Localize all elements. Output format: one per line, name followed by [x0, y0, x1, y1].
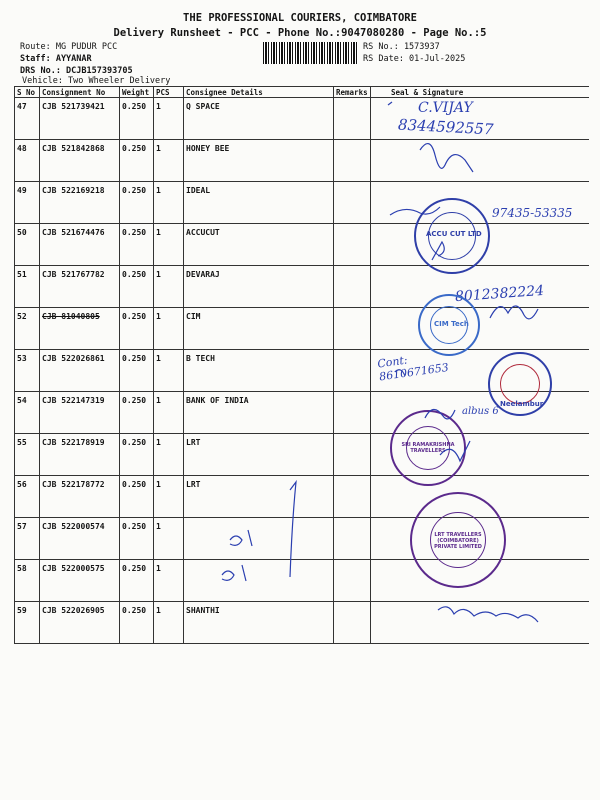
cell-sno: 50	[15, 224, 40, 266]
cell-sno: 56	[15, 476, 40, 518]
cell-consignment: CJB 522000574	[40, 518, 120, 560]
cell-weight: 0.250	[120, 518, 154, 560]
cell-weight: 0.250	[120, 140, 154, 182]
col-consignment: Consignment No	[40, 87, 120, 98]
staff-label: Staff: AYYANAR	[20, 54, 92, 64]
handwritten-name: C.VIJAY	[418, 100, 473, 116]
col-consignee: Consignee Details	[184, 87, 334, 98]
cell-consignment: CJB 521739421	[40, 98, 120, 140]
cell-pcs: 1	[154, 140, 184, 182]
cell-pcs: 1	[154, 392, 184, 434]
cell-weight: 0.250	[120, 350, 154, 392]
cell-weight: 0.250	[120, 476, 154, 518]
rs-date: RS Date: 01-Jul-2025	[363, 54, 466, 64]
cell-sno: 51	[15, 266, 40, 308]
cell-consignee: LRT	[184, 434, 334, 476]
cell-pcs: 1	[154, 518, 184, 560]
cell-weight: 0.250	[120, 308, 154, 350]
cell-pcs: 1	[154, 98, 184, 140]
lrt-stamp: LRT TRAVELLERS (COIMBATORE) PRIVATE LIMITED	[410, 492, 506, 588]
cell-sno: 59	[15, 602, 40, 644]
cell-weight: 0.250	[120, 560, 154, 602]
cell-pcs: 1	[154, 476, 184, 518]
rs-number: RS No.: 1573937	[363, 42, 440, 52]
col-seal: Seal & Signature	[371, 87, 589, 98]
cell-pcs: 1	[154, 266, 184, 308]
col-weight: Weight	[120, 87, 154, 98]
cell-pcs: 1	[154, 560, 184, 602]
cell-weight: 0.250	[120, 266, 154, 308]
cell-sno: 52	[15, 308, 40, 350]
cell-consignee: BANK OF INDIA	[184, 392, 334, 434]
cell-sno: 55	[15, 434, 40, 476]
cell-consignment: CJB 522147319	[40, 392, 120, 434]
cell-weight: 0.250	[120, 434, 154, 476]
cell-consignee: Q SPACE	[184, 98, 334, 140]
cell-weight: 0.250	[120, 602, 154, 644]
cell-weight: 0.250	[120, 224, 154, 266]
cell-consignment: CJB 521842868	[40, 140, 120, 182]
cell-consignment: CJB 522026905	[40, 602, 120, 644]
drs-label: DRS No.: DCJB157393705	[20, 66, 133, 76]
cell-consignment: CJB 521767782	[40, 266, 120, 308]
cim-stamp: CIM Tech	[418, 294, 480, 356]
cell-sno: 47	[15, 98, 40, 140]
cell-consignee: DEVARAJ	[184, 266, 334, 308]
cell-consignment: CJB 521674476	[40, 224, 120, 266]
cell-consignee: CIM	[184, 308, 334, 350]
cell-pcs: 1	[154, 308, 184, 350]
vehicle-label: Vehicle: Two Wheeler Delivery	[22, 76, 171, 86]
cell-consignee: IDEAL	[184, 182, 334, 224]
route-label: Route: MG PUDUR PCC	[20, 42, 118, 52]
cell-sno: 48	[15, 140, 40, 182]
cell-sno: 57	[15, 518, 40, 560]
cell-consignee: SHANTHI	[184, 602, 334, 644]
col-pcs: PCS	[154, 87, 184, 98]
cell-weight: 0.250	[120, 182, 154, 224]
handwritten-contact: Cont: 8610671653	[376, 353, 450, 384]
accucut-stamp: ACCU CUT LTD	[414, 198, 490, 274]
cell-consignee: HONEY BEE	[184, 140, 334, 182]
cell-pcs: 1	[154, 350, 184, 392]
cell-pcs: 1	[154, 182, 184, 224]
cell-consignment: CJB 522026861	[40, 350, 120, 392]
cell-sno: 49	[15, 182, 40, 224]
cell-weight: 0.250	[120, 98, 154, 140]
cell-sno: 58	[15, 560, 40, 602]
col-remarks: Remarks	[334, 87, 371, 98]
cell-consignee: LRT	[184, 476, 334, 518]
cell-consignment: CJB 522178919	[40, 434, 120, 476]
handwritten-phone: 97435-53335	[492, 206, 573, 220]
col-sno: S No	[15, 87, 40, 98]
cell-consignee: ACCUCUT	[184, 224, 334, 266]
cell-consignment: CJB 522169218	[40, 182, 120, 224]
handwritten-phone: 8344592557	[397, 115, 494, 139]
bank-stamp: Neelambur	[488, 352, 552, 416]
cell-pcs: 1	[154, 434, 184, 476]
handwritten-phone: 8012382224	[454, 282, 545, 306]
handwritten-note: albus 6	[462, 406, 499, 417]
cell-consignment: CJB 81040805	[40, 308, 120, 350]
cell-consignment: CJB 522178772	[40, 476, 120, 518]
cell-pcs: 1	[154, 224, 184, 266]
cell-consignment: CJB 522000575	[40, 560, 120, 602]
travellers-stamp: SRI RAMAKRISHNA TRAVELLERS	[390, 410, 466, 486]
cell-sno: 54	[15, 392, 40, 434]
cell-consignee: B TECH	[184, 350, 334, 392]
cell-pcs: 1	[154, 602, 184, 644]
cell-weight: 0.250	[120, 392, 154, 434]
company-title: THE PROFESSIONAL COURIERS, COIMBATORE	[183, 12, 417, 24]
runsheet-subtitle: Delivery Runsheet - PCC - Phone No.:9047080280 - Page No.:5	[113, 27, 487, 39]
cell-sno: 53	[15, 350, 40, 392]
